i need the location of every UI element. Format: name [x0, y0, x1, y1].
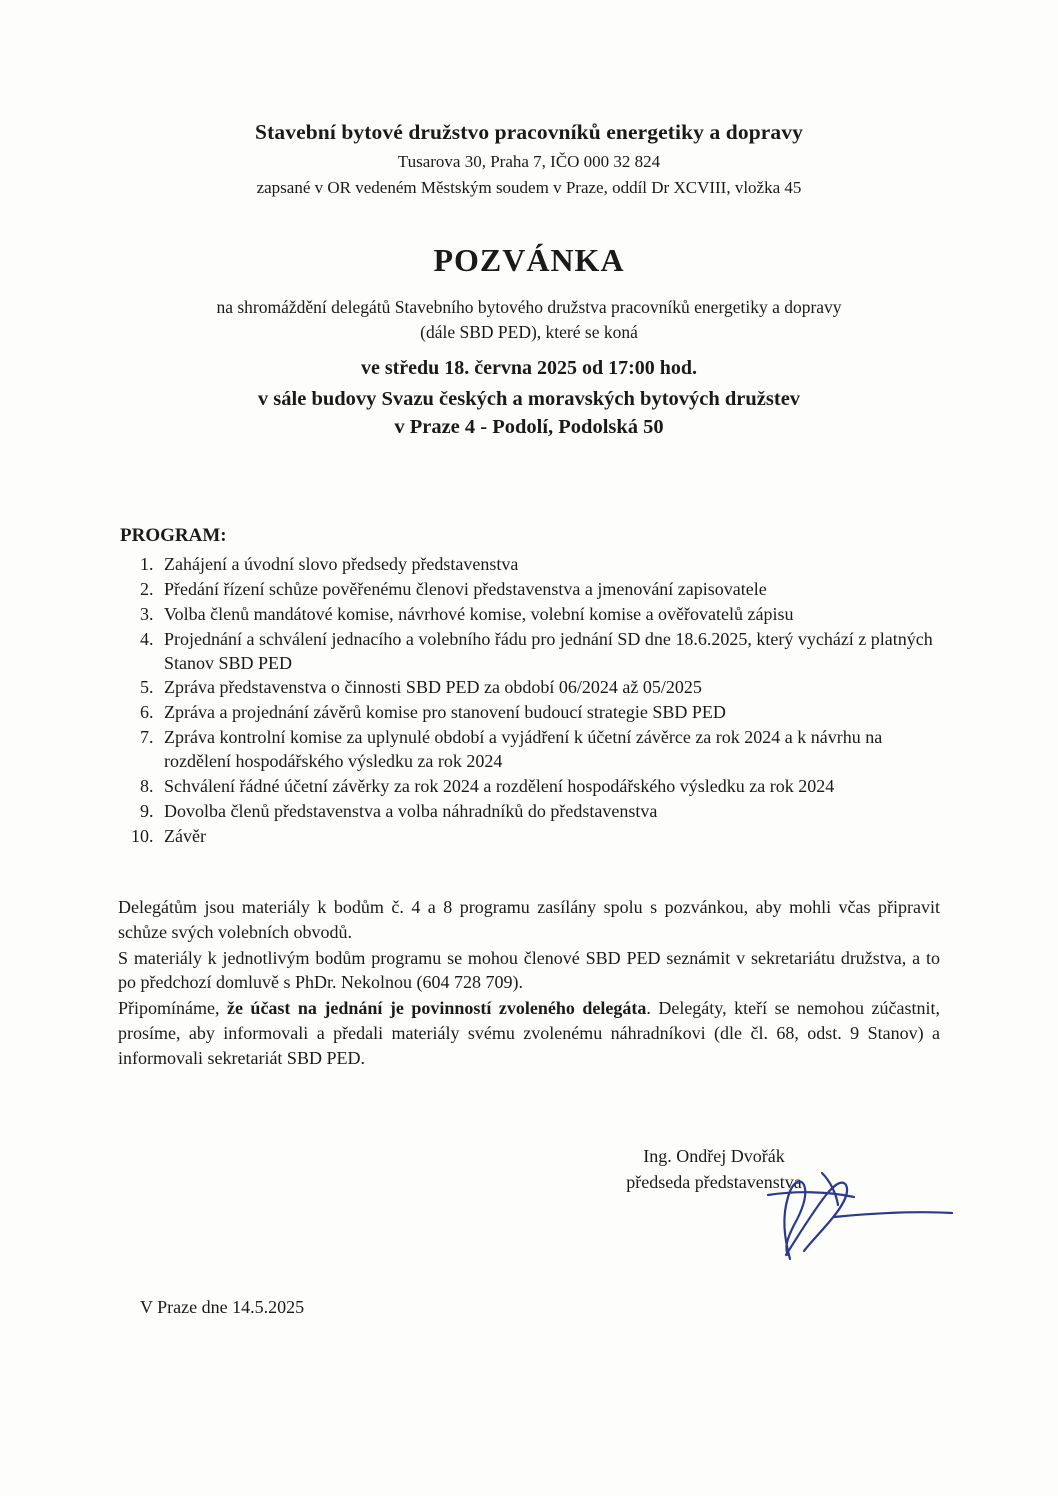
- paragraph-materials: Delegátům jsou materiály k bodům č. 4 a 8 programu zasílány spolu s pozvánkou, aby mohli včas připravit schůze svých volebních obvodů.: [118, 897, 940, 942]
- invitation-intro: [118, 295, 940, 346]
- attendance-text-bold: že účast na jednání je povinností zvoleného delegáta: [226, 998, 647, 1019]
- list-item: 3. Volba členů mandátové komise, návrhové komise, volební komise a ověřovatelů zápisu: [158, 603, 940, 627]
- list-item: 10. Závěr: [158, 825, 940, 849]
- organization-registration: zapsané v OR vedeném Městským soudem v Praze, oddíl Dr XCVIII, vložka 45: [256, 178, 802, 197]
- list-item: 1. Zahájení a úvodní slovo předsedy představenstva: [158, 553, 940, 577]
- document-title: POZVÁNKA: [433, 242, 625, 278]
- organization-address: Tusarova 30, Praha 7, IČO 000 32 824: [397, 152, 661, 171]
- invitation-intro-bold: na shromáždění delegátů: [216, 297, 391, 317]
- list-item: 8. Schválení řádné účetní závěrky za rok 2024 a rozdělení hospodářského výsledku za rok 2024: [158, 775, 940, 799]
- meeting-venue-line1: v sále budovy Svazu českých a moravských bytových družstev: [257, 387, 801, 410]
- meeting-venue-line2: v Praze 4 - Podolí, Podolská 50: [394, 415, 664, 438]
- list-item: 2. Předání řízení schůze pověřenému členovi představenstva a jmenování zapisovatele: [158, 578, 940, 602]
- invitation-intro-line2: (dále SBD PED), které se koná: [420, 322, 638, 343]
- list-item: 9. Dovolba členů představenstva a volba náhradníků do představenstva: [158, 800, 940, 824]
- signer-name: Ing. Ondřej Dvořák: [643, 1145, 785, 1166]
- signer-role: předseda představenstva: [626, 1171, 802, 1192]
- meeting-datetime: ve středu 18. června 2025 od 17:00 hod.: [360, 356, 698, 379]
- list-item: 4. Projednání a schválení jednacího a volebního řádu pro jednání SD dne 18.6.2025, který vychází z platných Stanov SBD PED: [158, 628, 940, 676]
- list-item: 6. Zpráva a projednání závěrů komise pro stanovení budoucí strategie SBD PED: [158, 701, 940, 725]
- handwritten-signature-icon: [738, 1151, 998, 1271]
- list-item: 5. Zpráva představenstva o činnosti SBD PED za období 06/2024 až 05/2025: [158, 676, 940, 700]
- body-paragraphs: [118, 895, 940, 1071]
- program-heading: PROGRAM:: [120, 524, 227, 546]
- attendance-text-end: . Delegáty, kteří se nemohou zúčastnit, prosíme, aby informovali a předali materiály svému zvolenému náhradníkovi (dle čl. 68, odst. 9 Stanov) a informovali sekretariát SBD PED.: [118, 998, 940, 1068]
- invitation-intro-rest: Stavebního bytového družstva pracovníků energetiky a dopravy: [390, 297, 842, 317]
- attendance-text-start: Připomínáme,: [118, 998, 227, 1019]
- paragraph-attendance: [118, 996, 940, 1070]
- place-and-date: V Praze dne 14.5.2025: [140, 1296, 305, 1317]
- signature-area: [118, 1195, 940, 1291]
- paragraph-secretariat: S materiály k jednotlivým bodům programu se mohou členové SBD PED seznámit v sekretariátu družstva, a to po předchozí domluvě s PhDr. Nekolnou (604 728 709).: [118, 947, 940, 993]
- program-list: [118, 553, 940, 849]
- document-content: [118, 0, 940, 1318]
- organization-name: Stavební bytové družstvo pracovníků energetiky a dopravy: [255, 120, 803, 144]
- list-item: 7. Zpráva kontrolní komise za uplynulé období a vyjádření k účetní závěrce za rok 2024 a k návrhu na rozdělení hospodářského výsledku za rok 2024: [158, 726, 940, 774]
